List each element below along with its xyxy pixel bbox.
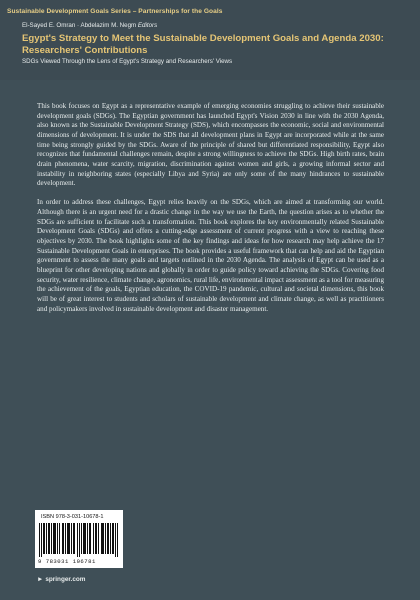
blurb-paragraph: This book focuses on Egypt as a representative example of emerging economies struggling to achieve their sustainable development goals (SDGs). The Egyptian government has launched Egypt's Vision 2030 in line with the 2030 Agenda, also known as the Sustainable Development Strategy (SDS), which encompasses the economic, social and environmental dimensions of development. It is under the SDS that all development plans in Egypt are incorporated while at the same time being strongly guided by the SDGs. Aware of the principle of shared but differentiated responsibility, Egypt also recognizes that fundamental challenges remain, despite a strong willingness to achieve the SDGs. High birth rates, brain drain phenomena, water scarcity, migration, discrimination against women and girls, a growing informal sector and instability in neighboring states (especially Libya and Syria) are only some of the many hindrances to sustainable development. — [37, 102, 384, 188]
barcode-icon — [39, 523, 119, 557]
book-title: Egypt's Strategy to Meet the Sustainable Development Goals and Agenda 2030: Researchers' Contributions — [22, 33, 384, 56]
blurb-paragraph: In order to address these challenges, Egypt relies heavily on the SDGs, which are aimed at transforming our world. Although there is an urgent need for a drastic change in the way we use the Earth, the question arises as to whether the SDGs are sufficient to facilitate such a transformation. This book explores the key environmentally related Sustainable Development Goals (SDGs) and offers a cutting-edge assessment of current progress with a view to reaching these objectives by 2030. The book highlights some of the key findings and ideas for how research may help achieve the 17 Sustainable Development Goals in enterprises. The book provides a useful framework that can help and aid the Egyptian government to assess the many goals and targets outlined in the 2030 Agenda. The analysis of Egypt can be used as a blueprint for other developing nations and globally in order to guide policy toward achieving the SDGs. Covering food security, water resilience, climate change, agronomics, rural life, environmental impact assessment as a tool for measuring the achievement of the goals, Egyptian education, the COVID-19 pandemic, cultural and societal dimensions, this book will be of great interest to students and scholars of sustainable development and climate change, as well as practitioners and policymakers involved in sustainable development and disaster management. — [37, 198, 385, 313]
blurb — [37, 102, 384, 314]
editors-line — [22, 22, 157, 29]
isbn-text: ISBN 978-3-031-10678-1 — [41, 514, 104, 520]
barcode-panel — [35, 510, 123, 568]
barcode-digits: 9 783031 106781 — [38, 558, 96, 565]
editors-names: El-Sayed E. Omran · Abdelazim M. Negm — [22, 22, 137, 29]
arrow-right-icon: ► — [37, 576, 44, 583]
editors-role: Editors — [137, 22, 158, 29]
publisher-link[interactable] — [37, 576, 85, 583]
book-subtitle: SDGs Viewed Through the Lens of Egypt's Strategy and Researchers' Views — [22, 58, 233, 65]
series-title: Sustainable Development Goals Series – Partnerships for the Goals — [7, 8, 223, 15]
publisher-url[interactable]: springer.com — [45, 576, 86, 583]
